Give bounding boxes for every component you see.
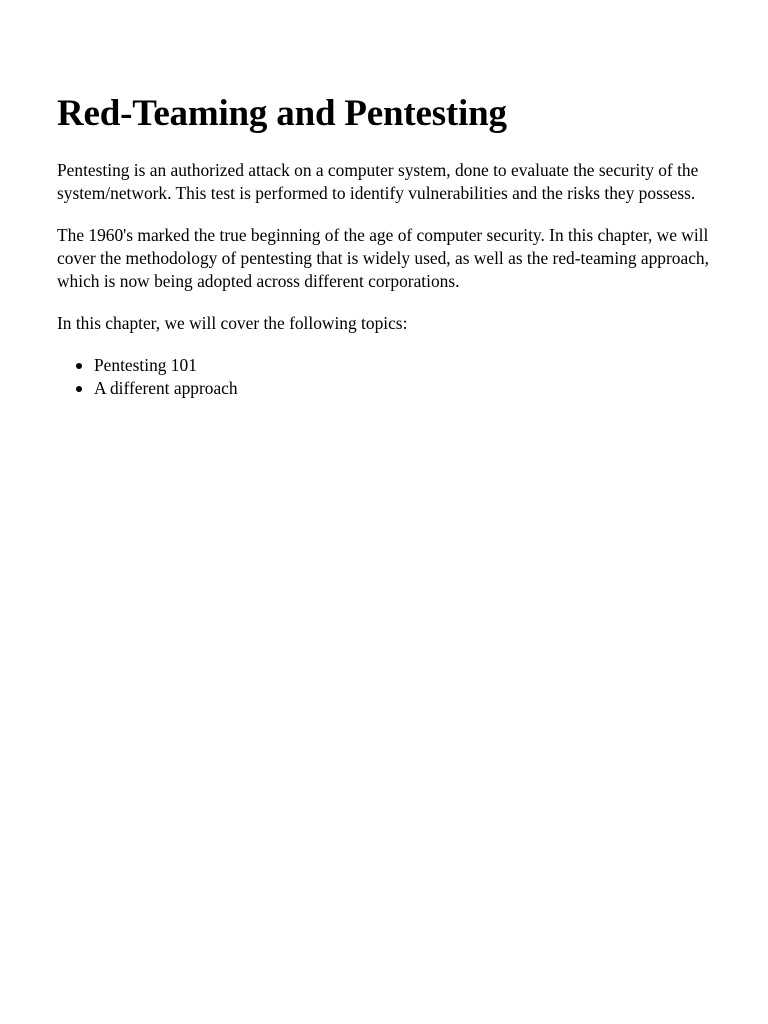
history-paragraph: The 1960's marked the true beginning of the age of computer security. In this chapter, we will cover the methodology of pentesting that is widely used, as well as the red-teaming approach, which is now being adopted across different corporations. [57, 225, 709, 291]
list-item [94, 354, 712, 377]
intro-paragraph: Pentesting is an authorized attack on a computer system, done to evaluate the security of the system/network. This test is performed to identify vulnerabilities and the risks they possess. [57, 160, 699, 203]
topic-label: A different approach [94, 378, 238, 398]
topics-list [57, 354, 712, 400]
topic-label: Pentesting 101 [94, 355, 197, 375]
bullet-icon [76, 386, 82, 392]
list-item [94, 377, 712, 400]
chapter-title: Red-Teaming and Pentesting [57, 93, 507, 134]
topics-intro-paragraph: In this chapter, we will cover the following topics: [57, 313, 408, 333]
bullet-icon [76, 363, 82, 369]
